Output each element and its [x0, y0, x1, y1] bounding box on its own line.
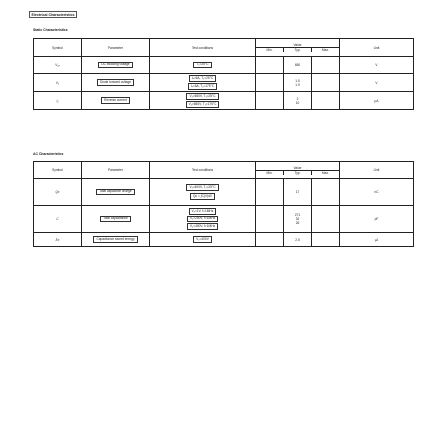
condition-box: T₁=25°C	[193, 62, 211, 69]
header-typ: Typ.	[284, 48, 312, 52]
header-value-group	[256, 39, 340, 57]
cell-typ: 271 32 26	[284, 206, 312, 233]
header-min: Min.	[256, 171, 284, 175]
header-symbol: Symbol	[34, 39, 82, 57]
cell-unit: V	[340, 57, 414, 74]
cell-max	[312, 233, 340, 247]
header-parameter: Parameter	[82, 162, 150, 179]
header-unit: Unit	[340, 39, 414, 57]
condition-box: V₂=650V, T₁=25°C	[186, 93, 218, 100]
condition-box: V₂=400V, f=1MHz	[187, 223, 218, 230]
header-parameter: Parameter	[82, 39, 150, 57]
parameter-box: DC blocking voltage	[98, 62, 132, 69]
table-row	[34, 57, 414, 74]
header-conditions: Test conditions	[150, 39, 256, 57]
cell-max	[312, 206, 340, 233]
table-row	[34, 206, 414, 233]
cell-symbol: Eᴄ	[34, 233, 82, 247]
header-typ: Typ.	[284, 171, 312, 175]
header-unit: Unit	[340, 162, 414, 179]
condition-box: V₂=400V	[193, 236, 212, 243]
condition-box: Qᴄ = ∫C(V)dV	[190, 193, 215, 200]
cell-typ: 2 10	[284, 92, 312, 110]
cell-symbol: C	[34, 206, 82, 233]
cell-max	[312, 57, 340, 74]
cell-conditions	[150, 179, 256, 206]
cell-symbol: V₂₂	[34, 57, 82, 74]
condition-box: V₂=1V, f=1MHz	[189, 208, 217, 215]
cell-unit: µJ	[340, 233, 414, 247]
table-row	[34, 92, 414, 110]
cell-parameter	[82, 206, 150, 233]
header-min: Min.	[256, 48, 284, 52]
table-row	[34, 179, 414, 206]
header-conditions: Test conditions	[150, 162, 256, 179]
cell-typ: 2.5	[284, 233, 312, 247]
table-header-row	[34, 39, 414, 57]
cell-symbol: Qᴄ	[34, 179, 82, 206]
cell-conditions	[150, 92, 256, 110]
cell-unit: V	[340, 74, 414, 92]
static-section-title: Static Characteristics	[33, 28, 68, 32]
cell-unit: µA	[340, 92, 414, 110]
cell-typ: 1.5 1.9	[284, 74, 312, 92]
cell-unit: nC	[340, 179, 414, 206]
ac-section-title: AC Characteristics	[33, 152, 64, 156]
condition-box: V₂=200V, f=1MHz	[187, 216, 218, 223]
cell-unit: pF	[340, 206, 414, 233]
ac-characteristics-table	[33, 161, 414, 247]
cell-max	[312, 74, 340, 92]
cell-min	[256, 233, 284, 247]
cell-typ: 17	[284, 179, 312, 206]
cell-typ: 650	[284, 57, 312, 74]
table-row	[34, 74, 414, 92]
header-value: Value	[256, 166, 339, 171]
header-value-group	[256, 162, 340, 179]
parameter-box: Diode forward voltage	[97, 79, 134, 86]
cell-min	[256, 92, 284, 110]
condition-box: Iₑ=6A, T₁=25°C	[189, 75, 217, 82]
condition-box: Iₑ=6A, T₁=175°C	[188, 83, 217, 90]
header-max: Max.	[322, 48, 329, 52]
cell-parameter	[82, 57, 150, 74]
document-title: Electrical Characteristics	[29, 11, 77, 18]
cell-conditions	[150, 206, 256, 233]
header-symbol: Symbol	[34, 162, 82, 179]
header-value: Value	[256, 43, 339, 48]
cell-min	[256, 206, 284, 233]
cell-conditions	[150, 233, 256, 247]
parameter-box: Total capacitance	[100, 216, 131, 223]
cell-conditions	[150, 57, 256, 74]
cell-parameter	[82, 74, 150, 92]
cell-parameter	[82, 92, 150, 110]
parameter-box: Total capacitive charge	[96, 189, 134, 196]
parameter-box: Capacitance stored energy	[93, 236, 137, 243]
header-max: Max.	[322, 170, 329, 175]
cell-symbol: I₂	[34, 92, 82, 110]
cell-parameter	[82, 233, 150, 247]
cell-max	[312, 92, 340, 110]
cell-conditions	[150, 74, 256, 92]
static-characteristics-table	[33, 38, 414, 110]
condition-box: V₂=650V, T₁=175°C	[186, 101, 220, 108]
cell-parameter	[82, 179, 150, 206]
table-header-row	[34, 162, 414, 179]
cell-max	[312, 179, 340, 206]
cell-min	[256, 179, 284, 206]
parameter-box: Reverse current	[101, 97, 130, 104]
table-row	[34, 233, 414, 247]
cell-min	[256, 57, 284, 74]
cell-min	[256, 74, 284, 92]
cell-symbol: V₁	[34, 74, 82, 92]
condition-box: V₂=400V, T₁=25°C	[186, 184, 218, 191]
